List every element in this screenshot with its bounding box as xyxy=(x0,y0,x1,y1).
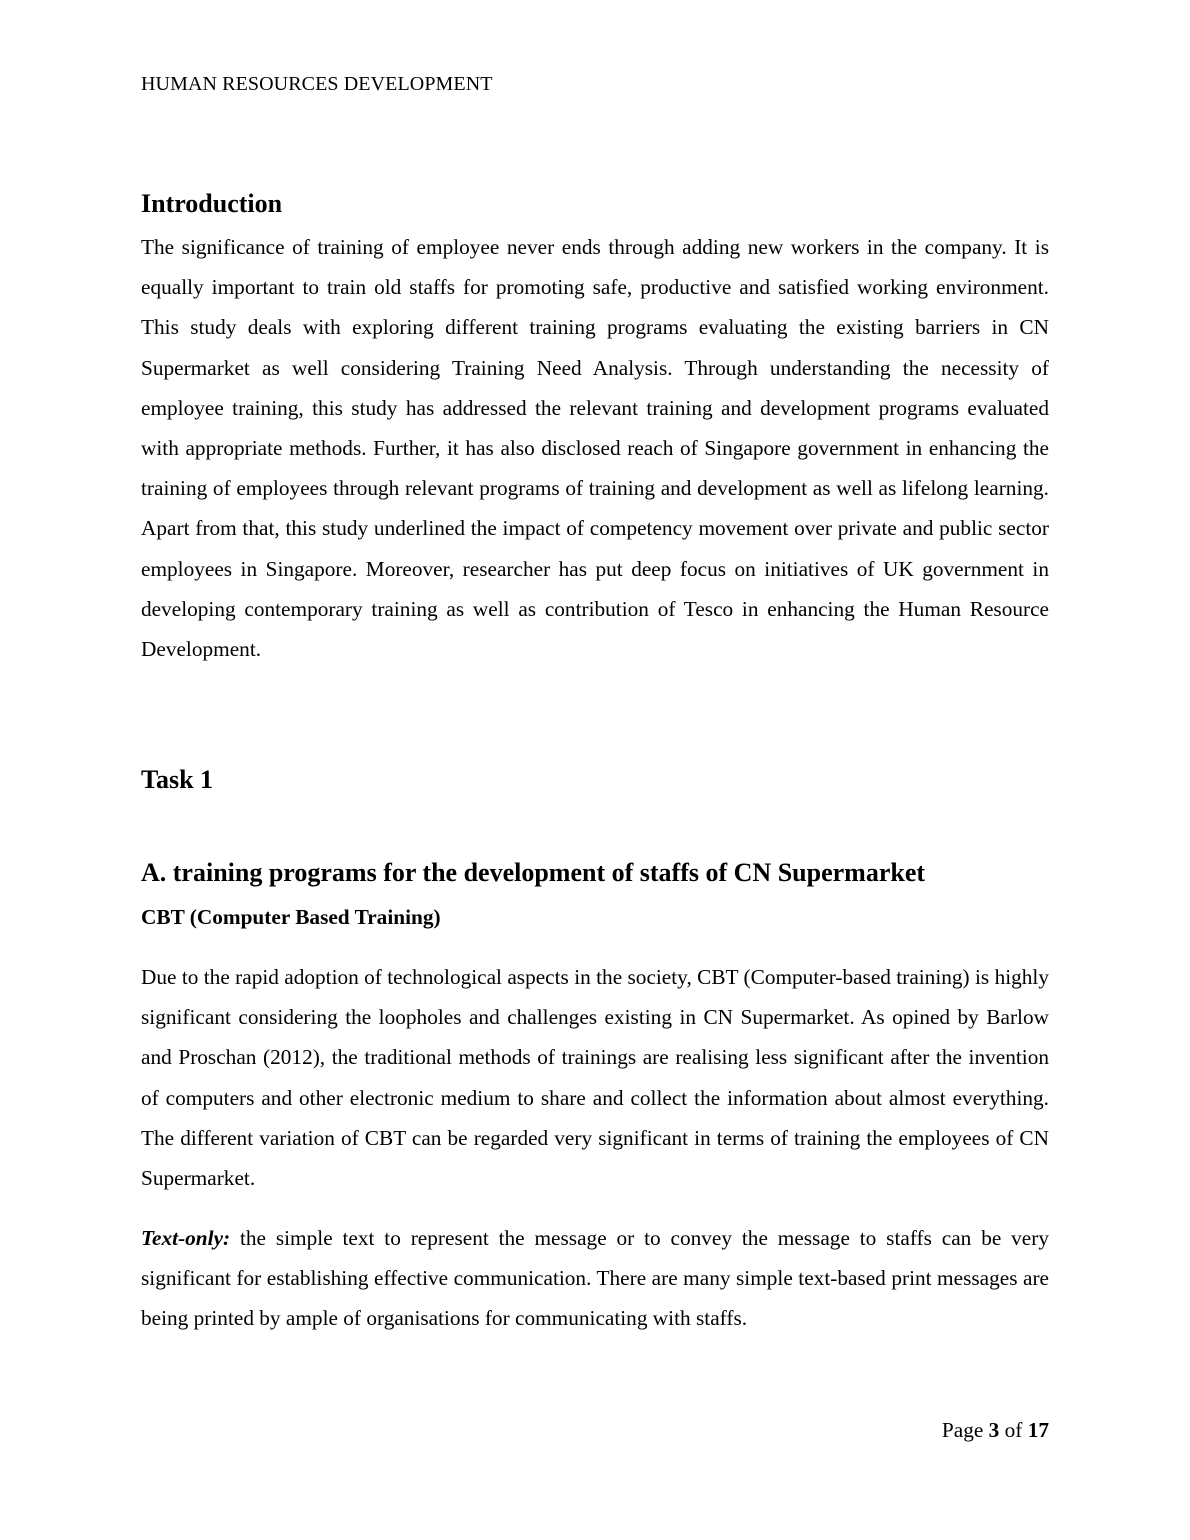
text-only-paragraph xyxy=(141,1218,1049,1339)
cbt-paragraph: Due to the rapid adoption of technological aspects in the society, CBT (Computer-based training) is highly significant considering the loopholes and challenges existing in CN Supermarket. As opined by Barlow and Proschan (2012), the traditional methods of trainings are realising less significant after the invention of computers and other electronic medium to share and collect the information about almost everything. The different variation of CBT can be regarded very significant in terms of training the employees of CN Supermarket. xyxy=(141,965,1049,1191)
current-page: 3 xyxy=(988,1418,1000,1442)
task-1-heading: Task 1 xyxy=(141,765,214,794)
of-word: of xyxy=(1004,1418,1023,1442)
cbt-section xyxy=(141,957,1049,1198)
running-header: HUMAN RESOURCES DEVELOPMENT xyxy=(141,73,493,95)
cbt-subheading: CBT (Computer Based Training) xyxy=(141,905,441,929)
page-word: Page xyxy=(941,1418,984,1442)
introduction-section xyxy=(141,227,1049,669)
total-pages: 17 xyxy=(1027,1418,1049,1442)
text-only-section xyxy=(141,1218,1049,1339)
introduction-heading: Introduction xyxy=(141,189,283,218)
text-only-body: the simple text to represent the message or to convey the message to staffs can be very significant for establishing effective communication. There are many simple text-based print messages are being printed by ample of organisations for communicating with staffs. xyxy=(141,1226,1049,1331)
page-number xyxy=(942,1416,1049,1444)
training-programs-heading: A. training programs for the development of staffs of CN Supermarket xyxy=(141,858,926,887)
text-only-term: Text-only: xyxy=(141,1226,231,1250)
introduction-paragraph: The significance of training of employee never ends through adding new workers in the company. It is equally important to train old staffs for promoting safe, productive and satisfied working environment. This study deals with exploring different training programs evaluating the existing barriers in CN Supermarket as well considering Training Need Analysis. Through understanding the necessity of employee training, this study has addressed the relevant training and development programs evaluated with appropriate methods. Further, it has also disclosed reach of Singapore government in enhancing the training of employees through relevant programs of training and development as well as lifelong learning. Apart from that, this study underlined the impact of competency movement over private and public sector employees in Singapore. Moreover, researcher has put deep focus on initiatives of UK government in developing contemporary training as well as contribution of Tesco in enhancing the Human Resource Development. xyxy=(141,235,1049,662)
